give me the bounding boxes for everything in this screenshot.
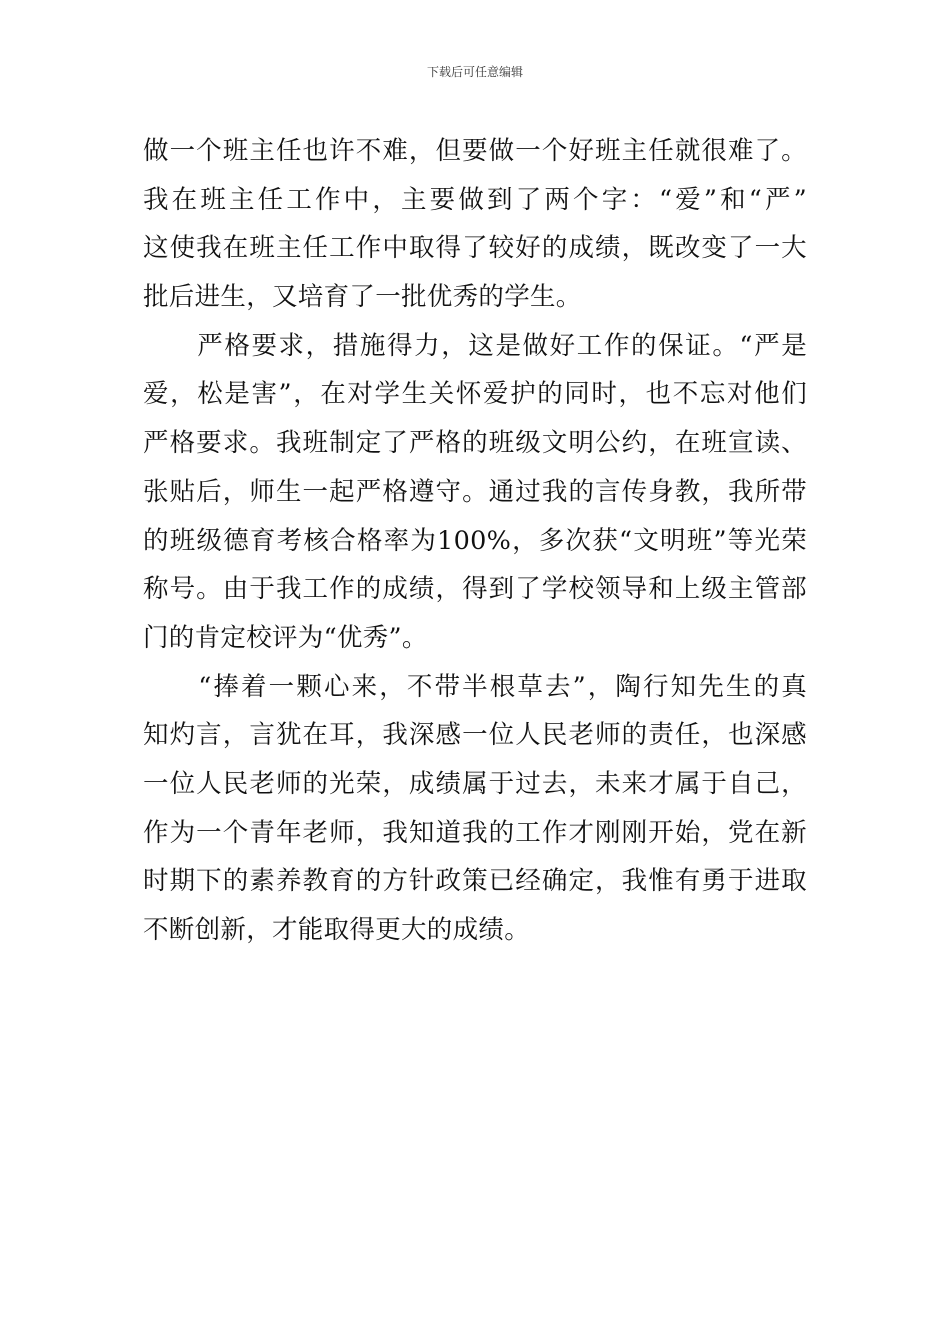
text-line: 做一个班主任也许不难，但要做一个好班主任就很难了。: [143, 136, 807, 166]
text-line: 作为一个青年老师，我知道我的工作才刚刚开始，党在新: [143, 817, 807, 848]
text-line: 的班级德育考核合格率为100%，多次获“文明班”等光荣: [143, 525, 807, 556]
text-line: 严格要求。我班制定了严格的班级文明公约，在班宣读、: [143, 428, 807, 459]
paragraph-3: [143, 663, 807, 955]
text-line: 爱，松是害”，在对学生关怀爱护的同时，也不忘对他们: [143, 379, 807, 410]
document-body: [143, 127, 807, 955]
text-line: 称号。由于我工作的成绩，得到了学校领导和上级主管部: [143, 574, 807, 605]
paragraph-2: [143, 322, 807, 663]
text-line: 时期下的素养教育的方针政策已经确定，我惟有勇于进取: [143, 866, 807, 897]
text-line: 门的肯定校评为“优秀”。: [143, 622, 428, 653]
text-line: 我在班主任工作中，主要做到了两个字：“爱”和“严”: [143, 184, 807, 215]
page-header: 下载后可任意编辑: [426, 65, 523, 79]
text-line: 这使我在班主任工作中取得了较好的成绩，既改变了一大: [143, 233, 807, 264]
paragraph-1: [143, 127, 807, 322]
text-line: 不断创新，才能取得更大的成绩。: [143, 915, 531, 945]
text-line: 知灼言，言犹在耳，我深感一位人民老师的责任，也深感: [143, 720, 807, 751]
text-line: 一位人民老师的光荣，成绩属于过去，未来才属于自己，: [143, 768, 807, 799]
text-line: 严格要求，措施得力，这是做好工作的保证。“严是: [143, 330, 807, 361]
text-line: “捧着一颗心来，不带半根草去”，陶行知先生的真: [143, 671, 807, 702]
text-line: 批后进生，又培育了一批优秀的学生。: [143, 282, 582, 313]
text-line: 张贴后，师生一起严格遵守。通过我的言传身教，我所带: [143, 476, 807, 507]
